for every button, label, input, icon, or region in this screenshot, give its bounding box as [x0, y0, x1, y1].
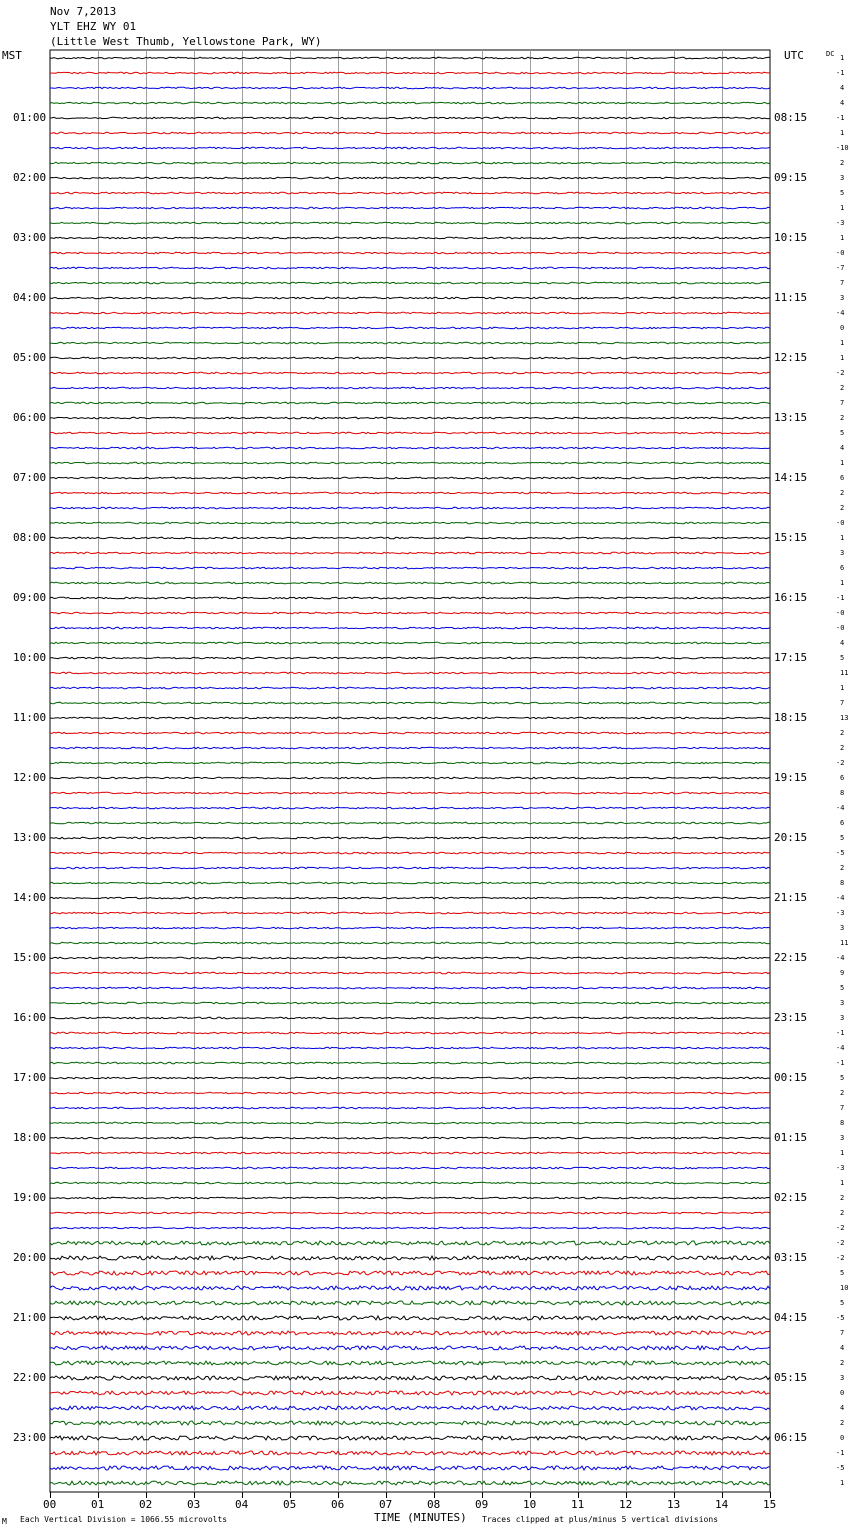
hour-label-right: 21:15	[774, 891, 808, 904]
dc-offset-value: 7	[840, 399, 845, 407]
dc-offset-value: -5	[836, 849, 845, 857]
seismic-trace	[50, 627, 770, 629]
seismic-trace	[50, 1167, 770, 1169]
hour-label-right: 03:15	[774, 1251, 808, 1264]
x-tick-label: 07	[379, 1498, 393, 1511]
hour-label-right: 05:15	[774, 1371, 808, 1384]
hour-label-left: 12:00	[13, 771, 47, 784]
dc-offset-value: -1	[836, 1059, 845, 1067]
seismic-trace	[50, 1256, 770, 1260]
seismic-trace	[50, 1197, 770, 1199]
hour-label-right: 19:15	[774, 771, 808, 784]
seismic-trace	[50, 267, 770, 269]
x-axis-title: TIME (MINUTES)	[374, 1511, 467, 1524]
left-timezone-label: MST	[2, 49, 22, 62]
hour-label-left: 05:00	[13, 351, 47, 364]
x-tick-label: 04	[235, 1498, 249, 1511]
x-tick-label: 09	[475, 1498, 489, 1511]
seismic-trace	[50, 552, 770, 554]
hour-label-left: 14:00	[13, 891, 47, 904]
x-tick-label: 08	[427, 1498, 441, 1511]
dc-offset-value: 7	[840, 699, 845, 707]
plot-date: Nov 7,2013	[50, 5, 117, 18]
seismic-trace	[50, 1361, 770, 1365]
dc-offset-value: -2	[836, 1254, 845, 1262]
dc-offset-value: 3	[840, 294, 845, 302]
scale-note: Each Vertical Division = 1066.55 microvolts	[20, 1515, 228, 1524]
seismic-trace	[50, 1391, 770, 1395]
seismic-trace	[50, 342, 770, 344]
x-tick-label: 05	[283, 1498, 297, 1511]
seismic-trace	[50, 732, 770, 734]
dc-offset-value: -5	[836, 1314, 845, 1322]
hour-label-left: 15:00	[13, 951, 47, 964]
dc-offset-value: -7	[836, 264, 845, 272]
seismic-trace	[50, 717, 770, 719]
dc-offset-value: 6	[840, 474, 845, 482]
seismic-trace	[50, 867, 770, 869]
seismic-trace	[50, 942, 770, 944]
dc-offset-value: -3	[836, 219, 845, 227]
seismic-trace	[50, 1227, 770, 1229]
seismic-trace	[50, 1032, 770, 1034]
hour-label-left: 18:00	[13, 1131, 47, 1144]
x-tick-label: 10	[523, 1498, 537, 1511]
hour-label-left: 04:00	[13, 291, 47, 304]
seismic-trace	[50, 1092, 770, 1094]
seismic-trace	[50, 537, 770, 539]
hour-label-right: 01:15	[774, 1131, 808, 1144]
dc-offset-value: 2	[840, 729, 845, 737]
hour-label-right: 23:15	[774, 1011, 808, 1024]
seismic-trace	[50, 612, 770, 614]
dc-offset-value: 1	[840, 1479, 845, 1487]
seismic-trace	[50, 1436, 770, 1440]
seismic-trace	[50, 1002, 770, 1004]
dc-offset-value: 4	[840, 1344, 845, 1352]
seismic-trace	[50, 1406, 770, 1410]
hour-label-right: 04:15	[774, 1311, 808, 1324]
hour-label-left: 09:00	[13, 591, 47, 604]
dc-offset-value: 2	[840, 384, 845, 392]
dc-offset-value: 3	[840, 1134, 845, 1142]
seismic-trace	[50, 192, 770, 194]
hour-label-left: 21:00	[13, 1311, 47, 1324]
seismic-trace	[50, 567, 770, 569]
hour-label-left: 01:00	[13, 111, 47, 124]
seismic-trace	[50, 1451, 770, 1455]
dc-offset-value: -4	[836, 1044, 845, 1052]
x-tick-label: 15	[763, 1498, 777, 1511]
hour-label-right: 12:15	[774, 351, 808, 364]
seismic-trace	[50, 432, 770, 434]
seismic-trace	[50, 1077, 770, 1079]
dc-offset-value: 7	[840, 1104, 845, 1112]
seismic-trace	[50, 1331, 770, 1335]
hour-label-right: 00:15	[774, 1071, 808, 1084]
seismic-trace	[50, 1301, 770, 1305]
seismic-trace	[50, 372, 770, 374]
dc-offset-value: 3	[840, 1014, 845, 1022]
dc-offset-value: 5	[840, 429, 845, 437]
hour-label-left: 11:00	[13, 711, 47, 724]
seismic-trace	[50, 1466, 770, 1470]
dc-offset-value: -0	[836, 519, 845, 527]
seismic-trace	[50, 1316, 770, 1320]
dc-offset-value: -1	[836, 69, 845, 77]
dc-offset-value: 3	[840, 1374, 845, 1382]
seismic-trace	[50, 1062, 770, 1064]
seismic-trace	[50, 957, 770, 959]
dc-offset-value: -0	[836, 609, 845, 617]
right-timezone-label: UTC	[784, 49, 804, 62]
x-tick-label: 12	[619, 1498, 633, 1511]
dc-offset-value: -1	[836, 1449, 845, 1457]
seismic-trace	[50, 912, 770, 914]
seismic-trace	[50, 687, 770, 689]
dc-offset-value: 4	[840, 99, 845, 107]
x-tick-label: 14	[715, 1498, 729, 1511]
seismic-trace	[50, 1122, 770, 1124]
dc-offset-value: 3	[840, 174, 845, 182]
seismic-trace	[50, 297, 770, 299]
dc-offset-value: 2	[840, 1419, 845, 1427]
dc-offset-value: -4	[836, 804, 845, 812]
hour-label-left: 10:00	[13, 651, 47, 664]
seismic-trace	[50, 312, 770, 314]
corner-mark: M	[2, 1517, 7, 1526]
dc-offset-value: -0	[836, 624, 845, 632]
dc-offset-value: 8	[840, 789, 845, 797]
seismic-trace	[50, 117, 770, 119]
dc-offset-value: 11	[840, 939, 849, 947]
seismic-trace	[50, 987, 770, 989]
hour-label-left: 13:00	[13, 831, 47, 844]
hour-label-left: 02:00	[13, 171, 47, 184]
seismic-trace	[50, 927, 770, 929]
seismic-trace	[50, 807, 770, 809]
seismic-trace	[50, 492, 770, 494]
hour-label-left: 17:00	[13, 1071, 47, 1084]
plot-frame	[50, 50, 770, 1492]
seismic-trace	[50, 132, 770, 134]
dc-offset-value: 1	[840, 54, 845, 62]
dc-offset-value: 2	[840, 744, 845, 752]
x-tick-label: 13	[667, 1498, 681, 1511]
dc-offset-value: -1	[836, 594, 845, 602]
dc-offset-value: 4	[840, 444, 845, 452]
dc-offset-value: -1	[836, 1029, 845, 1037]
dc-offset-value: 0	[840, 1389, 845, 1397]
dc-offset-header: DC	[826, 50, 835, 58]
hour-label-left: 23:00	[13, 1431, 47, 1444]
dc-offset-value: -1	[836, 114, 845, 122]
seismic-trace	[50, 222, 770, 224]
dc-offset-value: 5	[840, 654, 845, 662]
dc-offset-value: 1	[840, 204, 845, 212]
hour-label-right: 22:15	[774, 951, 808, 964]
seismic-trace	[50, 162, 770, 164]
dc-offset-value: 10	[840, 1284, 849, 1292]
dc-offset-value: 1	[840, 534, 845, 542]
dc-offset-value: 13	[840, 714, 849, 722]
seismic-trace	[50, 1107, 770, 1109]
dc-offset-value: 1	[840, 1149, 845, 1157]
hour-label-left: 03:00	[13, 231, 47, 244]
seismic-trace	[50, 72, 770, 74]
seismic-trace	[50, 327, 770, 329]
dc-offset-value: 3	[840, 924, 845, 932]
seismic-trace	[50, 882, 770, 884]
dc-offset-value: 2	[840, 489, 845, 497]
seismic-trace	[50, 582, 770, 584]
dc-offset-value: 3	[840, 549, 845, 557]
dc-offset-value: -10	[836, 144, 849, 152]
seismic-trace	[50, 1481, 770, 1485]
dc-offset-value: 5	[840, 834, 845, 842]
dc-offset-value: 4	[840, 1404, 845, 1412]
hour-label-left: 16:00	[13, 1011, 47, 1024]
dc-offset-value: 2	[840, 864, 845, 872]
hour-label-right: 15:15	[774, 531, 808, 544]
dc-offset-value: -3	[836, 1164, 845, 1172]
dc-offset-value: 2	[840, 1359, 845, 1367]
dc-offset-value: 5	[840, 1299, 845, 1307]
seismic-trace	[50, 357, 770, 359]
seismic-trace	[50, 792, 770, 794]
dc-offset-value: 1	[840, 339, 845, 347]
dc-offset-value: 5	[840, 1269, 845, 1277]
dc-offset-value: 0	[840, 1434, 845, 1442]
dc-offset-value: 7	[840, 279, 845, 287]
hour-label-left: 06:00	[13, 411, 47, 424]
dc-offset-value: -2	[836, 1239, 845, 1247]
dc-offset-value: -2	[836, 759, 845, 767]
hour-label-left: 19:00	[13, 1191, 47, 1204]
hour-label-right: 06:15	[774, 1431, 808, 1444]
dc-offset-value: -2	[836, 369, 845, 377]
dc-offset-value: 1	[840, 354, 845, 362]
hour-label-right: 14:15	[774, 471, 808, 484]
seismic-trace	[50, 777, 770, 779]
seismic-trace	[50, 177, 770, 179]
dc-offset-value: 5	[840, 189, 845, 197]
hour-label-right: 09:15	[774, 171, 808, 184]
seismic-trace	[50, 1346, 770, 1350]
x-tick-label: 00	[43, 1498, 57, 1511]
x-tick-label: 01	[91, 1498, 105, 1511]
hour-label-right: 20:15	[774, 831, 808, 844]
seismic-trace	[50, 972, 770, 974]
seismic-trace	[50, 837, 770, 839]
hour-label-left: 08:00	[13, 531, 47, 544]
seismic-trace	[50, 402, 770, 404]
seismic-trace	[50, 852, 770, 854]
dc-offset-value: 6	[840, 819, 845, 827]
hour-label-right: 18:15	[774, 711, 808, 724]
dc-offset-value: 6	[840, 774, 845, 782]
seismic-trace	[50, 387, 770, 389]
x-tick-label: 11	[571, 1498, 585, 1511]
dc-offset-value: 1	[840, 684, 845, 692]
seismic-trace	[50, 282, 770, 284]
seismic-trace	[50, 897, 770, 899]
dc-offset-value: 2	[840, 159, 845, 167]
dc-offset-value: -3	[836, 909, 845, 917]
dc-offset-value: 4	[840, 639, 845, 647]
clip-note: Traces clipped at plus/minus 5 vertical divisions	[482, 1515, 719, 1524]
seismic-trace	[50, 1271, 770, 1275]
seismic-trace	[50, 417, 770, 419]
seismic-trace	[50, 657, 770, 659]
dc-offset-value: 1	[840, 579, 845, 587]
seismic-trace	[50, 1212, 770, 1214]
dc-offset-value: 11	[840, 669, 849, 677]
seismic-trace	[50, 1286, 770, 1290]
seismic-trace	[50, 87, 770, 89]
seismic-trace	[50, 702, 770, 704]
hour-label-left: 07:00	[13, 471, 47, 484]
dc-offset-value: 1	[840, 234, 845, 242]
seismic-trace	[50, 747, 770, 749]
dc-offset-value: -5	[836, 1464, 845, 1472]
dc-offset-value: 0	[840, 324, 845, 332]
dc-offset-value: 2	[840, 1194, 845, 1202]
dc-offset-value: -4	[836, 309, 845, 317]
dc-offset-value: 8	[840, 1119, 845, 1127]
dc-offset-value: 2	[840, 1089, 845, 1097]
x-tick-label: 02	[139, 1498, 153, 1511]
seismic-trace	[50, 1047, 770, 1049]
dc-offset-value: 1	[840, 459, 845, 467]
seismic-trace	[50, 237, 770, 239]
dc-offset-value: -4	[836, 954, 845, 962]
seismic-trace	[50, 1376, 770, 1380]
seismic-trace	[50, 252, 770, 254]
dc-offset-value: 7	[840, 1329, 845, 1337]
dc-offset-value: 1	[840, 1179, 845, 1187]
hour-label-right: 11:15	[774, 291, 808, 304]
seismic-trace	[50, 762, 770, 764]
dc-offset-value: -2	[836, 1224, 845, 1232]
seismic-trace	[50, 102, 770, 104]
dc-offset-value: -0	[836, 249, 845, 257]
dc-offset-value: 5	[840, 984, 845, 992]
seismic-trace	[50, 1182, 770, 1184]
seismic-trace	[50, 1421, 770, 1425]
seismic-trace	[50, 462, 770, 464]
hour-label-right: 08:15	[774, 111, 808, 124]
seismic-trace	[50, 522, 770, 524]
seismic-trace	[50, 597, 770, 599]
dc-offset-value: 2	[840, 504, 845, 512]
seismic-trace	[50, 822, 770, 824]
dc-offset-value: 1	[840, 129, 845, 137]
dc-offset-value: 9	[840, 969, 845, 977]
dc-offset-value: 6	[840, 564, 845, 572]
seismic-trace	[50, 57, 770, 59]
seismic-trace	[50, 447, 770, 449]
seismic-trace	[50, 477, 770, 479]
seismic-trace	[50, 672, 770, 674]
dc-offset-value: 3	[840, 999, 845, 1007]
seismic-trace	[50, 207, 770, 209]
station-location: (Little West Thumb, Yellowstone Park, WY)	[50, 35, 322, 48]
seismic-trace	[50, 642, 770, 644]
hour-label-right: 13:15	[774, 411, 808, 424]
seismic-trace	[50, 507, 770, 509]
seismic-trace	[50, 1137, 770, 1139]
station-id: YLT EHZ WY 01	[50, 20, 137, 33]
dc-offset-value: -4	[836, 894, 845, 902]
hour-label-left: 22:00	[13, 1371, 47, 1384]
seismic-trace	[50, 147, 770, 149]
dc-offset-value: 8	[840, 879, 845, 887]
hour-label-right: 17:15	[774, 651, 808, 664]
seismic-trace	[50, 1241, 770, 1245]
hour-label-right: 02:15	[774, 1191, 808, 1204]
seismic-trace	[50, 1017, 770, 1019]
dc-offset-value: 4	[840, 84, 845, 92]
hour-label-right: 10:15	[774, 231, 808, 244]
x-tick-label: 06	[331, 1498, 345, 1511]
hour-label-right: 16:15	[774, 591, 808, 604]
seismic-trace	[50, 1152, 770, 1154]
dc-offset-value: 2	[840, 1209, 845, 1217]
x-tick-label: 03	[187, 1498, 201, 1511]
dc-offset-value: 5	[840, 1074, 845, 1082]
dc-offset-value: 2	[840, 414, 845, 422]
hour-label-left: 20:00	[13, 1251, 47, 1264]
